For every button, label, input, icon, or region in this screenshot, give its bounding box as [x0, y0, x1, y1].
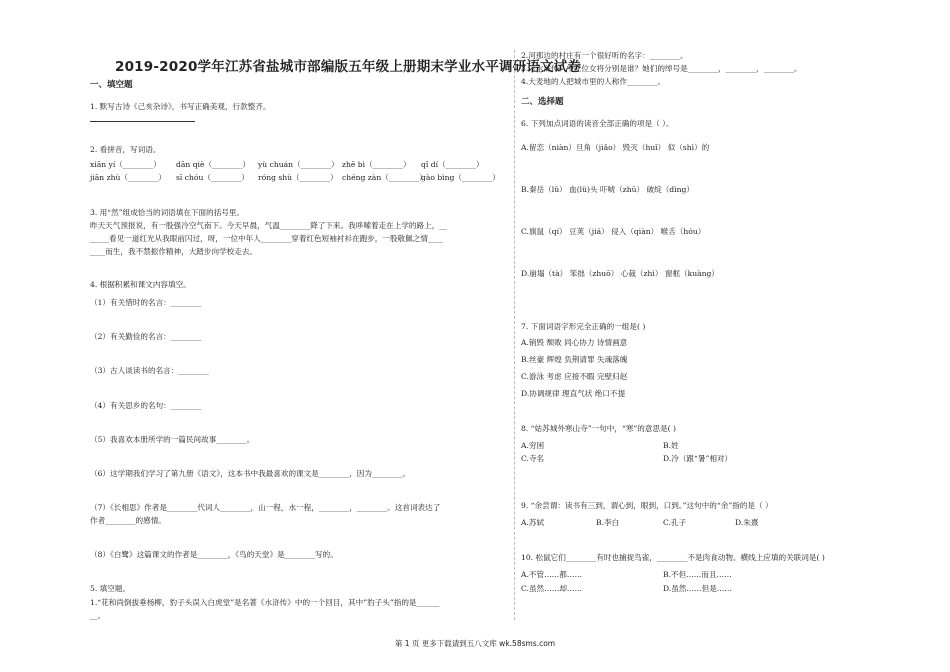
question-4-6: （6）这学期我们学习了第九册《语文》，这本书中我最喜欢的课文是________，因为________。 [90, 469, 410, 478]
question-8: 8. “姑苏城外寒山寺”一句中，“寒”的意思是( ) [521, 424, 677, 433]
question-6-option-b: B.秦岳（lǔ） 血(lü)头 吓唬（zhǔ） 破绽（dìng） [521, 185, 694, 194]
question-3: 3. 用“然”组成恰当的词语填在下面的括号里。 [90, 208, 245, 217]
question-6-option-a: A.留恋（niàn）旦角（jiǎo） 毁灭（huǐ） 似（shì）的 [521, 143, 710, 152]
pinyin-item: sī chóu（________） [176, 173, 249, 182]
question-3-text: ____而生，我不禁振作精神，大踏步向学校走去。 [90, 247, 258, 256]
question-9-option-d: D.朱熹 [735, 518, 759, 527]
question-1: 1. 默写古诗《己亥杂诗》，书写正确美观，行款整齐。 [90, 102, 271, 111]
question-10-option-c: C.虽然……却…… [521, 584, 583, 593]
question-3-text: 昨天天气预报说，有一股强冷空气南下。今天早晨，气温________降了下来。我哆嗦着走在上学的路上，__ [90, 221, 447, 230]
pinyin-item: róng shù（________） [258, 173, 338, 182]
question-7-option-d: D.协调规律 理直气状 绝口不提 [521, 389, 626, 398]
question-10-option-b: B.不但……而且…… [663, 570, 732, 579]
question-8-option-b: B.姓 [663, 441, 679, 450]
question-4-5: （5）我喜欢本册所学的一篇民间故事________。 [90, 435, 255, 444]
question-5-4: 4.大麦地的人把城市里的人称作________。 [521, 77, 665, 86]
question-4-7-cont: 作者________的感情。 [90, 516, 166, 525]
question-7-option-c: C.游泳 考虑 应接不暇 完壁归赵 [521, 372, 628, 381]
section-heading-fill: 一、填空题 [90, 80, 133, 90]
question-4-4: （4）有关思乡的名句：________ [90, 401, 202, 410]
pinyin-item: jiān zhù（________） [90, 173, 166, 182]
question-9-option-b: B.李白 [596, 518, 620, 527]
question-6-option-d: D.崩塌（tà） 笨拙（zhuō） 心裁（zhì） 窗框（kuàng） [521, 269, 719, 278]
question-2: 2. 看拼音，写词语。 [90, 145, 161, 154]
pinyin-item: qǐ dí（________） [421, 160, 484, 169]
question-5-2: 2.河那边的村庄有一个很好听的名字：________。 [521, 51, 688, 60]
page-title: 2019-2020学年江苏省盐城市部编版五年级上册期末学业水平调研语文试卷 [115, 59, 582, 75]
question-7-option-a: A.销毁 颓败 同心协力 诗情画意 [521, 338, 628, 347]
question-6: 6. 下列加点词语的读音全部正确的项是（ ）。 [521, 119, 674, 128]
question-9-option-c: C.孔子 [663, 518, 687, 527]
answer-line [90, 113, 195, 122]
question-4-3: （3）古人谈读书的名言：________ [90, 366, 209, 375]
pinyin-item: chéng zàn（________） [342, 173, 427, 182]
question-8-option-d: D.冷（跟“暑”相对） [663, 454, 733, 463]
pinyin-item: yù chuán（________） [258, 160, 339, 169]
question-6-option-c: C.旗鼠（qí） 豆荚（jiá） 侵入（qiàn） 喉舌（hóu） [521, 227, 706, 236]
pinyin-item: dān qiè（________） [176, 160, 251, 169]
question-4-8: （8）《白鹭》这篇课文的作者是________，《鸟的天堂》是________写的。 [90, 550, 338, 559]
question-5-1-cont: __。 [90, 611, 106, 620]
question-4-2: （2）有关勤俭的名言：________ [90, 332, 202, 341]
section-heading-choice: 二、选择题 [521, 97, 564, 107]
column-divider [514, 50, 515, 620]
question-9: 9. “余尝谓：读书有三到，谓心到，眼到，口到。”这句中的“余”指的是（ ） [521, 501, 773, 510]
question-10-option-d: D.虽然……但是…… [663, 584, 732, 593]
question-5-3: 3.《水浒传》中三位女将分别是谁？她们的绰号是________，________，________。 [521, 64, 802, 73]
question-10-option-a: A.不管……都…… [521, 570, 583, 579]
question-8-option-c: C.寺名 [521, 454, 545, 463]
question-5-1: 1.“花和尚倒拔垂杨柳，豹子头误入白虎堂”是名著《水浒传》中的一个回目，其中”豹子头”指的是______ [90, 598, 440, 607]
question-3-text: _____看见一道红光从我眼前闪过，呀，一位中年人________穿着红色短袖衬衫在跑步，一股敬佩之情____ [90, 234, 444, 243]
pinyin-item: gào bìng（________） [421, 173, 500, 182]
question-9-option-a: A.苏轼 [521, 518, 545, 527]
pinyin-item: zhē bì（________） [342, 160, 411, 169]
question-4-7: （7）《长相思》作者是________代词人________，山一程，水一程，________，________。这首词表达了 [90, 503, 441, 512]
question-8-option-a: A.穷困 [521, 441, 545, 450]
question-4: 4. 根据积累和课文内容填空。 [90, 280, 191, 289]
pinyin-item: xiān yí（________） [90, 160, 161, 169]
question-4-1: （1）有关惜时的名言：________ [90, 298, 202, 307]
page-footer: 第 1 页 更多下载请到五八文库 wk.58sms.com [394, 639, 556, 648]
question-7: 7. 下面词语字形完全正确的一组是( ) [521, 322, 646, 331]
question-5: 5. 填空题。 [90, 584, 131, 593]
question-10: 10. 松鼠它们________有时也捕捉鸟雀，________不是肉食动物。横线上应填的关联词是( ) [521, 553, 825, 562]
question-7-option-b: B.丝豪 辉煌 负荆请罪 失魂落魄 [521, 355, 628, 364]
